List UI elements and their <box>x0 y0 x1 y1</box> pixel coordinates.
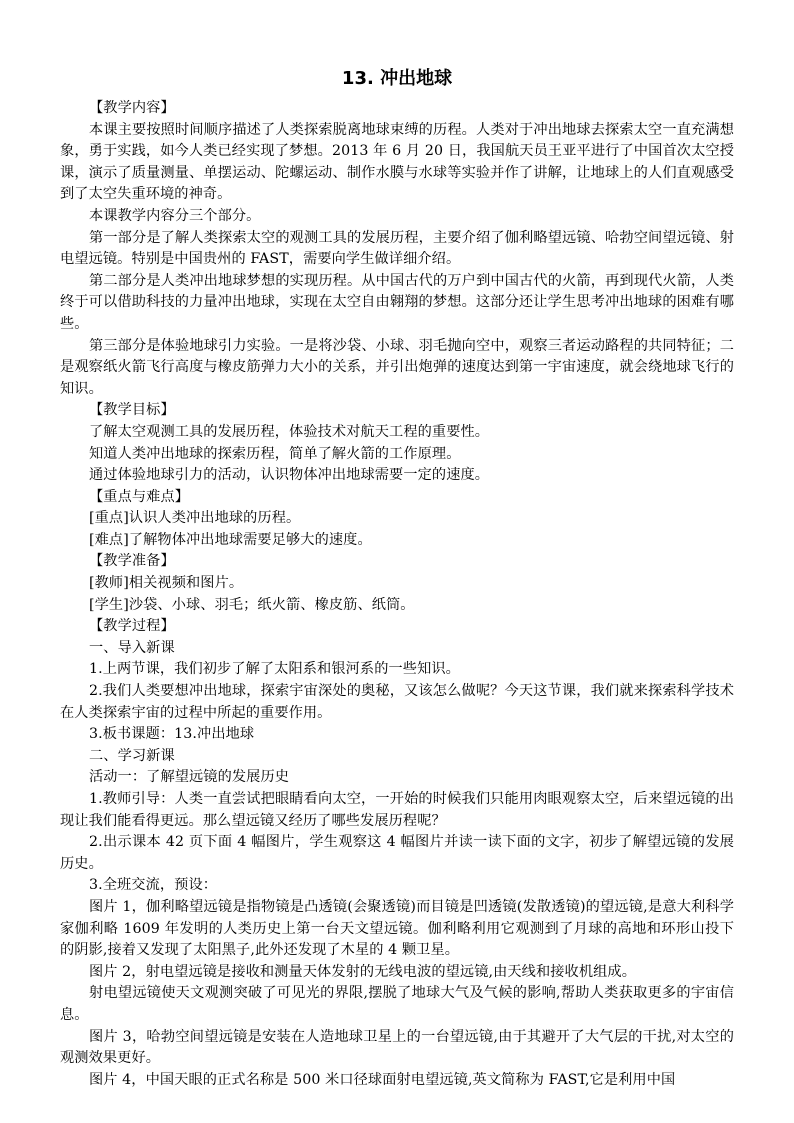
preparation-teacher: [教师]相关视频和图片。 <box>89 575 244 592</box>
difficulty-item: [难点]了解物体冲出地球需要足够大的速度。 <box>89 531 372 548</box>
picture-description: 图片 1，伽利略望远镜是指物镜是凸透镜(会聚透镜)而目镜是凹透镜(发散透镜)的望远镜,是意大利科学家伽利略 1609 年发明的人类历史上第一台天文望远镜。伽利略利用它观测到了月球的高地和环形山投下的阴影,接着又发现了太阳黑子,此外还发现了木星的 4 颗卫星。 <box>60 898 734 959</box>
paragraph-overview: 本课主要按照时间顺序描述了人类探索脱离地球束缚的历程。人类对于冲出地球去探索太空一直充满想象，勇于实践，如今人类已经实现了梦想。2013 年 6 月 20 日，我国航天员王亚平进行了中国首次太空授课，演示了质量测量、单摆运动、陀螺运动、制作水膜与水球等实验并作了讲解，让地球上的人们直观感受到了太空失重环境的神奇。 <box>60 121 734 203</box>
picture-description: 图片 3，哈勃空间望远镜是安装在人造地球卫星上的一台望远镜,由于其避开了大气层的干扰,对太空的观测效果更好。 <box>60 1028 734 1067</box>
process-step: 2.我们人类要想冲出地球，探索宇宙深处的奥秘，又该怎么做呢？今天这节课，我们就来探索科学技术在人类探索宇宙的过程中所起的重要作用。 <box>60 683 734 721</box>
section-heading-process: 【教学过程】 <box>89 618 175 635</box>
process-step: 2.出示课本 42 页下面 4 幅图片，学生观察这 4 幅图片并读一读下面的文字，初步了解望远镜的发展历史。 <box>60 834 734 872</box>
picture-description: 图片 2，射电望远镜是接收和测量天体发射的无线电波的望远镜,由天线和接收机组成。 <box>89 963 636 980</box>
paragraph-part-one: 第一部分是了解人类探索太空的观测工具的发展历程，主要介绍了伽利略望远镜、哈勃空间望远镜、射电望远镜。特别是中国贵州的 FAST，需要向学生做详细介绍。 <box>60 229 734 268</box>
section-heading-content: 【教学内容】 <box>89 100 175 116</box>
section-heading-preparation: 【教学准备】 <box>89 553 175 570</box>
section-heading-key-points: 【重点与难点】 <box>89 488 190 505</box>
goal-item: 通过体验地球引力的活动，认识物体冲出地球需要一定的速度。 <box>89 467 490 484</box>
process-step: 1.上两节课，我们初步了解了太阳系和银河系的一些知识。 <box>89 661 460 678</box>
key-point-item: [重点]认识人类冲出地球的历程。 <box>89 510 301 527</box>
process-step: 3.全班交流，预设： <box>89 877 218 894</box>
subheading-intro: 一、导入新课 <box>89 639 175 656</box>
document-title: 13. 冲出地球 <box>341 68 453 89</box>
activity-heading: 活动一：了解望远镜的发展历史 <box>89 769 290 786</box>
paragraph-three-parts: 本课教学内容分三个部分。 <box>89 207 261 224</box>
subheading-new-lesson: 二、学习新课 <box>89 747 175 764</box>
goal-item: 了解太空观测工具的发展历程，体验技术对航天工程的重要性。 <box>89 423 490 440</box>
preparation-student: [学生]沙袋、小球、羽毛；纸火箭、橡皮筋、纸筒。 <box>89 596 415 613</box>
picture-description: 图片 4，中国天眼的正式名称是 500 米口径球面射电望远镜,英文简称为 FAST,它是利用中国 <box>89 1071 676 1088</box>
picture-description: 射电望远镜使天文观测突破了可见光的界限,摆脱了地球大气及气候的影响,帮助人类获取更多的宇宙信息。 <box>60 985 734 1023</box>
paragraph-part-two: 第二部分是人类冲出地球梦想的实现历程。从中国古代的万户到中国古代的火箭，再到现代火箭，人类终于可以借助科技的力量冲出地球，实现在太空自由翱翔的梦想。这部分还让学生思考冲出地球的困难有哪些。 <box>60 272 734 332</box>
goal-item: 知道人类冲出地球的探索历程，简单了解火箭的工作原理。 <box>89 445 461 462</box>
paragraph-part-three: 第三部分是体验地球引力实验。一是将沙袋、小球、羽毛抛向空中，观察三者运动路程的共同特征；二是观察纸火箭飞行高度与橡皮筋弹力大小的关系，并引出炮弹的速度达到第一宇宙速度，就会绕地球飞行的知识。 <box>60 337 734 397</box>
document-body <box>60 98 734 1091</box>
process-step: 3.板书课题：13.冲出地球 <box>89 726 255 743</box>
process-step: 1.教师引导：人类一直尝试把眼睛看向太空，一开始的时候我们只能用肉眼观察太空，后来望远镜的出现让我们能看得更远。那么望远镜又经历了哪些发展历程呢？ <box>60 791 734 829</box>
section-heading-goals: 【教学目标】 <box>89 402 175 419</box>
